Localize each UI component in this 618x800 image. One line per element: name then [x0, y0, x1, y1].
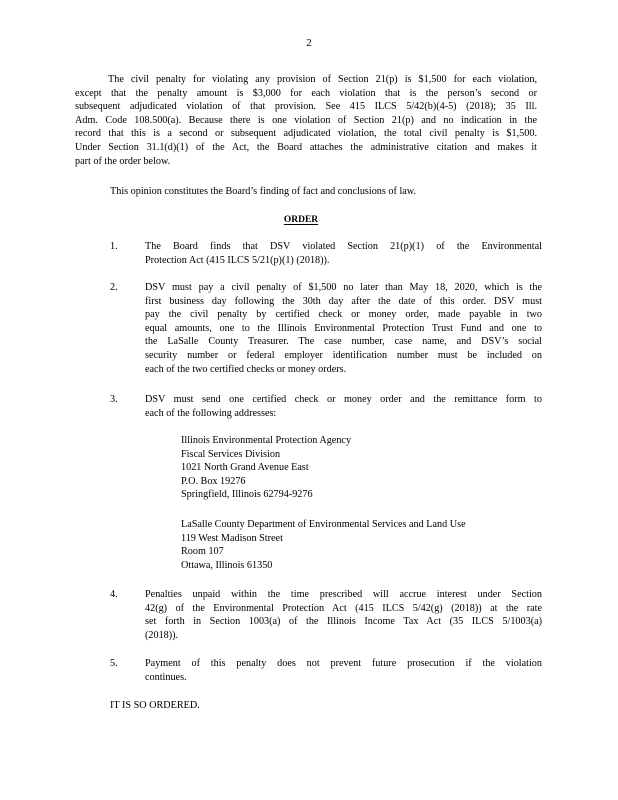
order-heading-text: ORDER — [283, 215, 319, 225]
order-item-text — [145, 588, 542, 642]
address-line: P.O. Box 19276 — [181, 475, 246, 487]
order-item-text — [145, 281, 542, 376]
address-line: Springfield, Illinois 62794-9276 — [181, 489, 313, 501]
paragraph-line: except that the penalty amount is $3,000 for each violation that is the person’s second or — [75, 87, 537, 99]
order-item-text — [145, 393, 542, 420]
order-item-line: each of the two certified checks or money orders. — [145, 363, 347, 375]
order-item-text — [145, 240, 542, 267]
order-item-number: 2. — [110, 282, 118, 293]
order-item-line: pay the civil penalty by certified check or money order, made payable in two — [145, 309, 542, 321]
order-item-text — [145, 657, 542, 684]
penalty-paragraph — [75, 73, 537, 168]
address-block-lasalle — [181, 518, 466, 572]
order-item-line: set forth in Section 1003(a) of the Illinois Income Tax Act (35 ILCS 5/1003(a) — [145, 616, 542, 628]
paragraph-line: Under Section 31.1(d)(1) of the Act, the Board attaches the administrative citation and makes it — [75, 141, 537, 153]
paragraph-line: record that this is a second or subsequent adjudicated violation, the total civil penalty is $1,500. — [75, 128, 537, 140]
address-line: Ottawa, Illinois 61350 — [181, 559, 273, 571]
order-item-number: 4. — [110, 589, 118, 600]
paragraph-line: The civil penalty for violating any provision of Section 21(p) is $1,500 for each violation, — [108, 74, 537, 85]
address-line: LaSalle County Department of Environmental Services and Land Use — [181, 519, 466, 530]
address-block-iepa — [181, 434, 351, 502]
order-item-number: 1. — [110, 241, 118, 252]
paragraph-line: Adm. Code 108.500(a). Because there is one violation of Section 21(p) and no indication in the — [75, 114, 537, 126]
address-line: Fiscal Services Division — [181, 448, 281, 460]
order-item-line: (2018)). — [145, 629, 179, 641]
order-heading — [0, 214, 618, 228]
order-item-line: continues. — [145, 671, 187, 683]
order-item-line: DSV must pay a civil penalty of $1,500 no later than May 18, 2020, which is the — [145, 282, 542, 293]
order-item-line: The Board finds that DSV violated Section 21(p)(1) of the Environmental — [145, 241, 542, 252]
order-item-line: security number or federal employer identification number must be included on — [145, 349, 542, 361]
page-number: 2 — [306, 37, 312, 49]
order-item-line: the LaSalle County Treasurer. The case number, case name, and DSV’s social — [145, 336, 542, 348]
order-item-line: first business day following the 30th day after the date of this order. DSV must — [145, 295, 542, 307]
order-item-line: 42(g) of the Environmental Protection Act (415 ILCS 5/42(g) (2018)) at the rate — [145, 602, 542, 614]
order-item-line: DSV must send one certified check or money order and the remittance form to — [145, 394, 542, 405]
order-item-line: Protection Act (415 ILCS 5/21(p)(1) (2018)). — [145, 254, 330, 266]
closing-statement: IT IS SO ORDERED. — [110, 700, 200, 711]
order-item-line: equal amounts, one to the Illinois Environmental Protection Trust Fund and one to — [145, 322, 542, 334]
address-line: 119 West Madison Street — [181, 532, 283, 544]
address-line: Illinois Environmental Protection Agency — [181, 435, 352, 446]
address-line: Room 107 — [181, 546, 224, 558]
order-item-number: 5. — [110, 658, 118, 669]
paragraph-line: subsequent adjudicated violation of that provision. See 415 ILCS 5/42(b)(4-5) (2018); 35 Ill. — [75, 101, 537, 113]
paragraph-line: part of the order below. — [75, 155, 171, 167]
order-item-line: Penalties unpaid within the time prescribed will accrue interest under Section — [145, 589, 542, 600]
order-item-line: each of the following addresses: — [145, 407, 277, 419]
opinion-statement: This opinion constitutes the Board’s finding of fact and conclusions of law. — [110, 186, 417, 197]
address-line: 1021 North Grand Avenue East — [181, 462, 309, 474]
order-item-line: Payment of this penalty does not prevent future prosecution if the violation — [145, 658, 542, 669]
order-item-number: 3. — [110, 394, 118, 405]
